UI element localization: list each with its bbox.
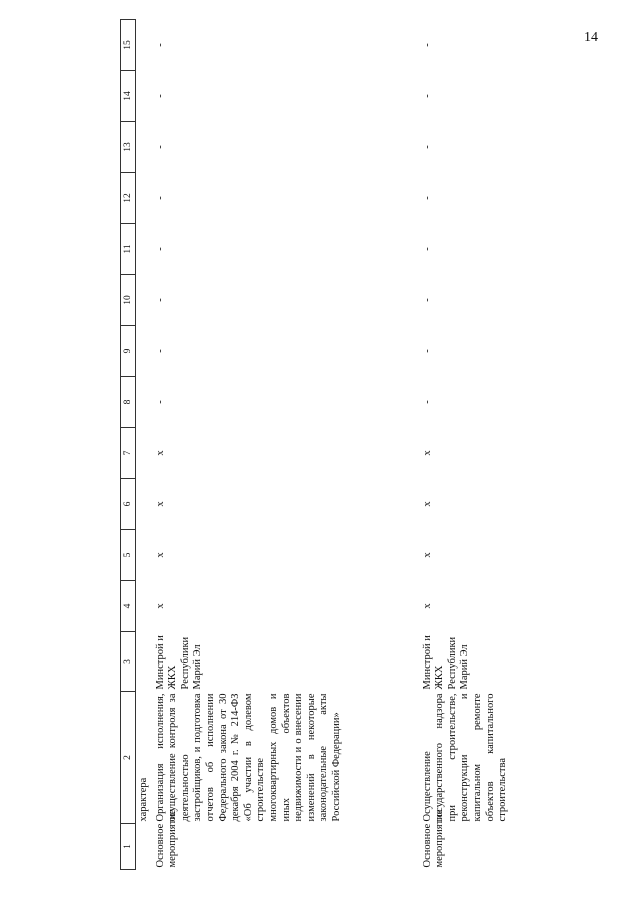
row-mark: - — [154, 247, 166, 251]
column-header: 9 — [121, 326, 136, 377]
column-header: 7 — [121, 428, 136, 479]
row-mark: - — [154, 400, 166, 404]
column-header: 14 — [121, 71, 136, 122]
row-mark: x — [154, 603, 166, 609]
row-mark: - — [421, 196, 433, 200]
row-mark: - — [421, 400, 433, 404]
row-mark: x — [154, 501, 166, 507]
row-mark: - — [154, 349, 166, 353]
row-mark: - — [154, 196, 166, 200]
column-header: 10 — [121, 275, 136, 326]
row-mark: - — [421, 247, 433, 251]
column-number-row — [121, 20, 136, 870]
page-number: 14 — [584, 30, 598, 45]
row-mark: x — [154, 450, 166, 456]
column-header: 5 — [121, 530, 136, 581]
column-header: 2 — [121, 692, 136, 824]
rotated-table-container — [120, 20, 640, 870]
row-mark: - — [154, 94, 166, 98]
column-header: 1 — [121, 824, 136, 870]
row-mark: - — [421, 43, 433, 47]
row-mark: - — [421, 94, 433, 98]
measures-table — [120, 19, 510, 870]
column-header: 11 — [121, 224, 136, 275]
column-header: 3 — [121, 632, 136, 692]
row-mark: x — [421, 501, 433, 507]
row-executor: Минстрой и ЖКХ Республики Марий Эл — [154, 635, 204, 690]
row-description: Организация исполнения, осуществление контроля за деятельностью застройщиков, и подготовка отчетов об исполнении Федерального закона от 30 декабря 2004 г. № 214-ФЗ «Об участии в долевом строительстве многоквартирных домов и иных объектов недвижимости и о внесении изменений в некоторые законодательные акты Российской Федерации» — [154, 693, 342, 822]
table-row — [418, 20, 510, 870]
row-type: Основное мероприятие — [154, 809, 179, 868]
column-header: 15 — [121, 20, 136, 71]
column-header: 12 — [121, 173, 136, 224]
continuation-text: характера — [138, 777, 149, 822]
row-mark: - — [154, 43, 166, 47]
row-mark: x — [421, 552, 433, 558]
column-header: 13 — [121, 122, 136, 173]
column-header: 8 — [121, 377, 136, 428]
row-mark: - — [421, 349, 433, 353]
row-mark: - — [421, 298, 433, 302]
row-mark: x — [421, 450, 433, 456]
continuation-row — [136, 20, 153, 870]
row-mark: - — [154, 298, 166, 302]
row-executor: Минстрой и ЖКХ Республики Марий Эл — [421, 635, 471, 690]
row-type: Основное мероприятие — [421, 809, 446, 868]
row-mark: - — [421, 145, 433, 149]
row-mark: - — [154, 145, 166, 149]
row-description: Осуществление государственного надзора при строительстве, реконструкции и капитальном ремонте объектов капитального строительства — [421, 693, 509, 822]
row-mark: x — [154, 552, 166, 558]
column-header: 4 — [121, 581, 136, 632]
table-row — [153, 20, 418, 870]
row-mark: x — [421, 603, 433, 609]
column-header: 6 — [121, 479, 136, 530]
